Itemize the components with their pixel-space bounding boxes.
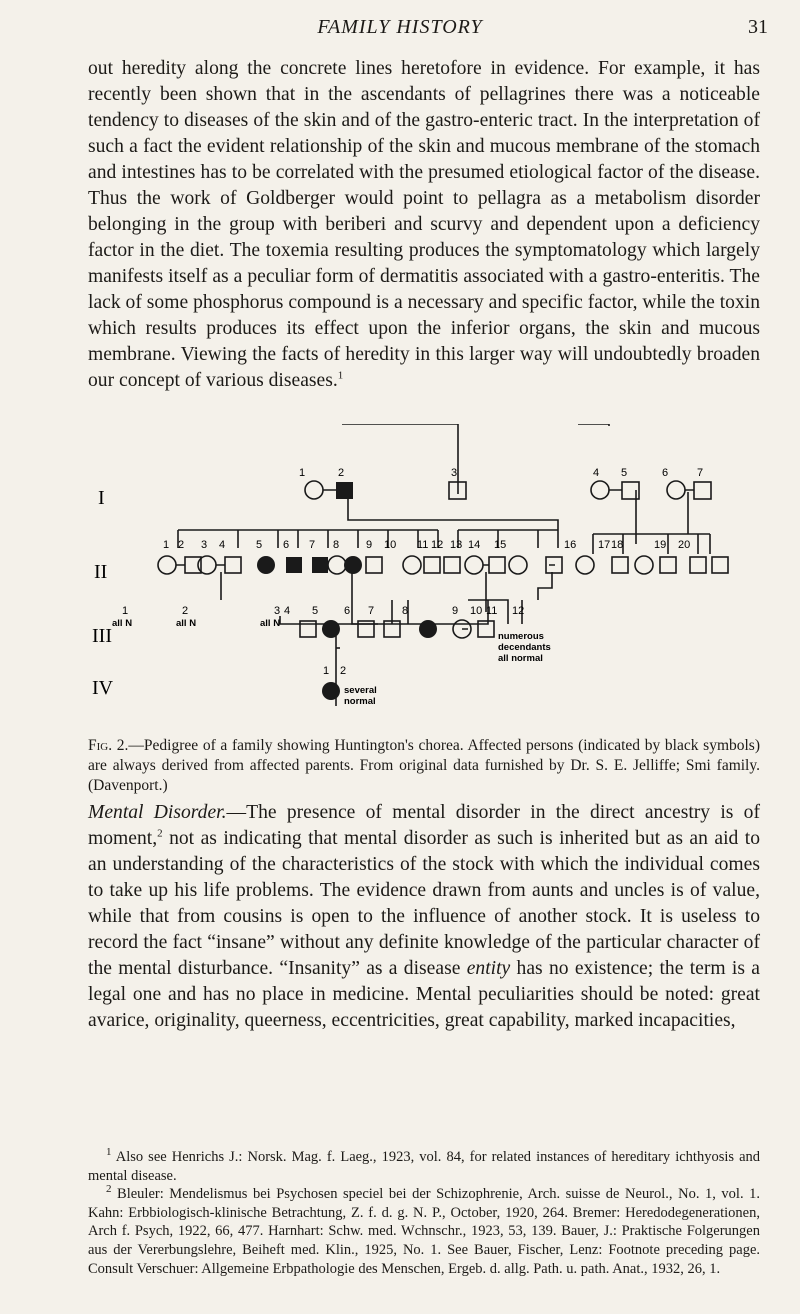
person-number: 5 [312, 605, 319, 617]
footnote-text: Bleuler: Mendelismus bei Psychosen speciel bei der Schizophrenie, Arch. suisse de Neurol., No. 1, vol. 1. Kahn: Erbbiologisch-klinische Betrachtung, Z. f. d. g. N. P., October, 1920, 264. Bremer: Heredodegenerationen, Arch f. Psych, 1922, 66, 477. Harnhart: Schw. med. Wchnschr., 1923, 53, 139. Bauer, J.: Praktische Folgerungen aus der Vererbungslehre, Beiheft med. Klin., 1925, No. 1. See Bauer, Fischer, Lenz: Footnote preceding page. Consult Verschuer: Allgemeine Erbpathologie des Menschen, Ergeb. d. allg. Path. u. path. Anat., 1932, 26, 1. [88, 1186, 760, 1277]
person-number: 6 [344, 605, 351, 617]
generation-label: II [94, 561, 108, 583]
person-number: 7 [368, 605, 375, 617]
footnote-ref: 2 [157, 827, 163, 840]
footnotes [88, 1148, 760, 1278]
annotation-numerous: all normal [498, 653, 543, 664]
annotation-all-normal: all N [176, 618, 197, 629]
annotation-numerous: numerous [498, 631, 544, 642]
footnote [88, 1148, 760, 1185]
person-affected-male [312, 557, 328, 573]
person-number: 17 [598, 539, 611, 551]
person-affected-female [419, 620, 437, 638]
person-normal-male [444, 557, 460, 573]
person-number: 2 [178, 539, 185, 551]
paragraph-text: —The presence of mental disorder in the direct ancestry is of moment, [88, 802, 761, 849]
person-number: 2 [340, 665, 347, 677]
pedigree-chart [88, 424, 760, 724]
annotation-all-normal: all N [112, 618, 133, 629]
person-number: 5 [256, 539, 263, 551]
paragraph-text: has no existence; the term is a legal one and has no place in medicine. Mental peculiarities should be noted: great avarice, originality, queerness, eccentricities, great capability, marked incapacities, [88, 958, 760, 1031]
generation-label: I [98, 487, 105, 509]
person-number: 7 [309, 539, 316, 551]
person-number: 2 [338, 467, 345, 479]
person-normal-female [635, 556, 653, 574]
footnote-text: Also see Henrichs J.: Norsk. Mag. f. Laeg., 1923, vol. 84, for related instances of hereditary ichthyosis and mental disease. [88, 1149, 761, 1184]
person-number: 10 [384, 539, 397, 551]
person-number: 20 [678, 539, 691, 551]
person-number: 16 [564, 539, 577, 551]
person-normal-male [712, 557, 728, 573]
person-normal-male [366, 557, 382, 573]
person-normal-female [305, 481, 323, 499]
person-affected-female [322, 620, 340, 638]
caption-text: —Pedigree of a family showing Huntington's chorea. Affected persons (indicated by black symbols) are always derived from affected parents. From original data furnished by Dr. S. E. Jelliffe; Smi family. (Davenport.) [88, 737, 761, 794]
person-number: 6 [283, 539, 290, 551]
person-number: 4 [593, 467, 600, 479]
person-normal-female [667, 481, 685, 499]
person-number: 15 [494, 539, 507, 551]
person-normal-female [509, 556, 527, 574]
person-number: 7 [697, 467, 704, 479]
person-affected-male [336, 482, 353, 499]
person-normal-female [403, 556, 421, 574]
pedigree-line [178, 530, 438, 548]
person-normal-female [591, 481, 609, 499]
person-number: 11 [417, 539, 429, 551]
annotation-several: several [344, 685, 377, 696]
paragraph-text: out heredity along the concrete lines heretofore in evidence. For example, it has recently been shown that in the ascendants of pellagrines there was a noticeable tendency to diseases of the skin and of the gastro-enteric tract. In the interpretation of such a fact the evident relationship of the skin and mucous membrane of the stomach and intestines has to be correlated with the presumed etiological factor of the disease. Thus the work of Goldberger would point to pellagra as a metabolism disorder belonging in the group with beriberi and scurvy and dependent upon a deficiency factor in the diet. The toxemia resulting produces the symptomatology which largely manifests itself as a peculiar form of dermatitis associated with a gastro-enteritis. The lack of some phosphorus compound is a necessary and specific factor, while the toxin which results produces its effect upon the inferior organs, the skin and mucous membrane. Viewing the facts of heredity in this larger way will undoubtedly broaden our concept of various diseases. [88, 58, 760, 391]
annotation-all-normal: all N [260, 618, 281, 629]
footnote-mark: 1 [106, 1146, 112, 1159]
person-number: 18 [611, 539, 624, 551]
person-number: 2 [182, 605, 189, 617]
person-number: 12 [431, 539, 444, 551]
person-affected-female [257, 556, 275, 574]
person-normal-female [576, 556, 594, 574]
person-number: 19 [654, 539, 667, 551]
person-number: 13 [450, 539, 463, 551]
paragraph-text: not as indicating that mental disorder as such is inherited but as an aid to an understanding of the characteristics of the stock with which the individual comes to take up his life problems. The evidence drawn from aunts and uncles is of value, while that from cousins is open to the influence of another stock. It is useless to record the fact “insane” without any definite knowledge of the particular character of the mental disturbance. “Insanity” as a disease [88, 828, 760, 979]
person-number: 11 [486, 605, 498, 617]
person-number: 4 [219, 539, 226, 551]
person-affected-female [322, 682, 340, 700]
body-paragraph-1 [88, 56, 760, 394]
person-number: 9 [366, 539, 373, 551]
annotation-several: normal [344, 696, 376, 707]
annotation-numerous: decendants [498, 642, 551, 653]
person-number: 3 [451, 467, 458, 479]
body-paragraph-2 [88, 800, 760, 1034]
person-number: 4 [284, 605, 291, 617]
person-number: 9 [452, 605, 459, 617]
person-number: 1 [323, 665, 330, 677]
pedigree-line [342, 424, 458, 494]
pedigree-figure [88, 424, 760, 724]
person-number: 3 [274, 605, 281, 617]
person-number: 1 [163, 539, 170, 551]
running-title: FAMILY HISTORY [317, 16, 483, 38]
generation-label: III [92, 625, 112, 647]
footnote-ref: 1 [337, 369, 344, 382]
person-normal-male [694, 482, 711, 499]
footnote-mark: 2 [106, 1183, 112, 1196]
person-number: 12 [512, 605, 525, 617]
person-number: 8 [402, 605, 409, 617]
section-heading: Mental Disorder. [88, 802, 227, 823]
person-normal-male [424, 557, 440, 573]
person-number: 5 [621, 467, 628, 479]
pedigree-line [221, 572, 488, 624]
pedigree-line [578, 424, 609, 426]
person-normal-male [690, 557, 706, 573]
figure-label: Fig. 2. [88, 737, 129, 754]
person-affected-female [344, 556, 362, 574]
person-normal-male [660, 557, 676, 573]
pedigree-line [323, 490, 558, 530]
running-header [0, 16, 800, 40]
person-number: 14 [468, 539, 481, 551]
person-normal-female [158, 556, 176, 574]
generation-label: IV [92, 677, 114, 699]
person-affected-male [286, 557, 302, 573]
person-normal-male [225, 557, 241, 573]
person-number: 8 [333, 539, 340, 551]
person-number: 1 [299, 467, 306, 479]
pedigree-line [685, 490, 694, 534]
figure-caption [88, 736, 760, 796]
person-normal-female [328, 556, 346, 574]
person-number: 1 [122, 605, 129, 617]
person-number: 6 [662, 467, 669, 479]
person-normal-male [612, 557, 628, 573]
person-number: 3 [201, 539, 208, 551]
person-number: 10 [470, 605, 483, 617]
footnote [88, 1185, 760, 1278]
person-normal-female [465, 556, 483, 574]
person-normal-male [489, 557, 505, 573]
page-number: 31 [748, 16, 768, 38]
emphasized-word: entity [466, 958, 511, 979]
